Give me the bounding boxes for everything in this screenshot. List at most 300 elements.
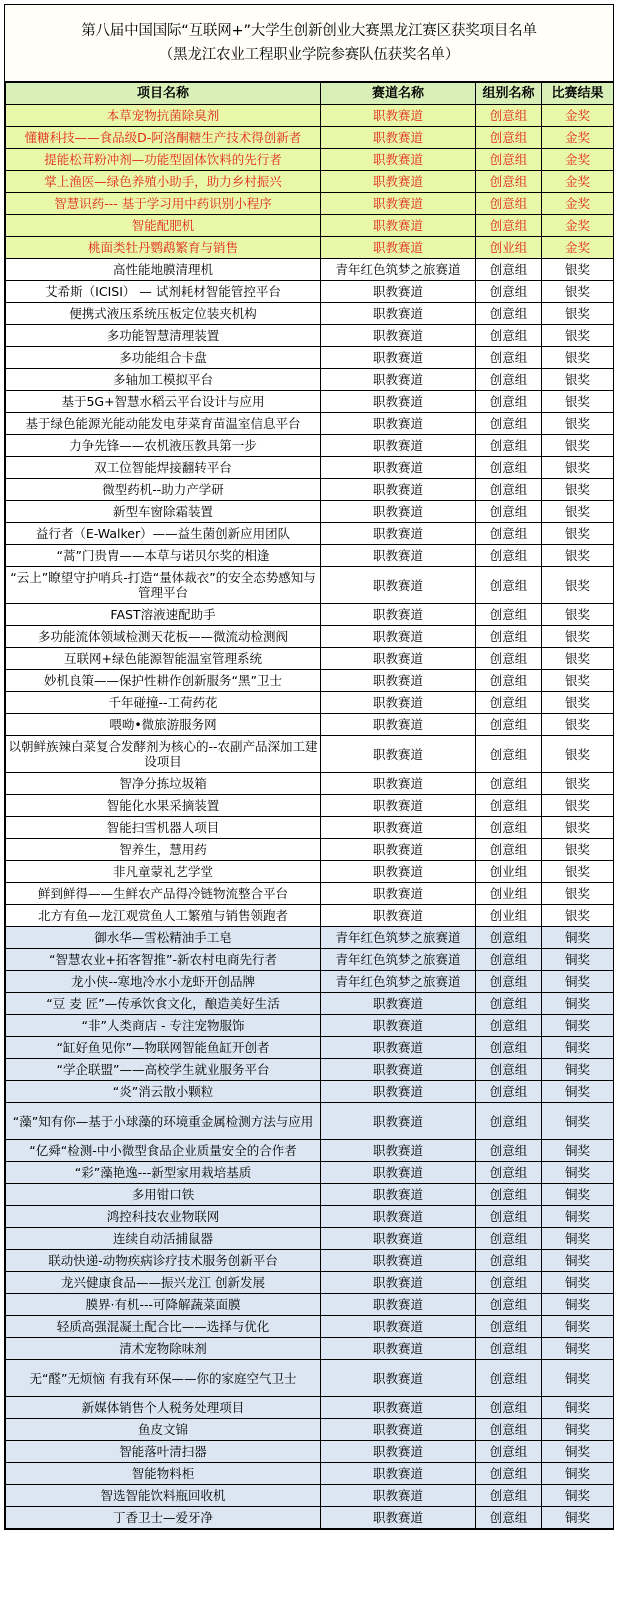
- group-cell: 创意组: [476, 1294, 542, 1316]
- col-header-result: 比赛结果: [542, 83, 614, 105]
- project-name-cell: 鱼皮文锦: [6, 1419, 321, 1441]
- project-name-cell: 智能配肥机: [6, 215, 321, 237]
- group-cell: 创意组: [476, 501, 542, 523]
- track-cell: 青年红色筑梦之旅赛道: [321, 949, 476, 971]
- track-cell: 职教赛道: [321, 457, 476, 479]
- project-name-cell: “彩”藻艳逸---新型家用栽培基质: [6, 1162, 321, 1184]
- project-name-cell: 妙机良策——保护性耕作创新服务“黑”卫士: [6, 670, 321, 692]
- result-cell: 银奖: [542, 817, 614, 839]
- group-cell: 创意组: [476, 927, 542, 949]
- table-row: [6, 861, 614, 883]
- project-name-cell: “亿舜“检测-中小微型食品企业质量安全的合作者: [6, 1140, 321, 1162]
- table-row: [6, 1397, 614, 1419]
- project-name-cell: 懂糖科技——食品级D-阿洛酮糖生产技术得创新者: [6, 127, 321, 149]
- table-row: [6, 391, 614, 413]
- track-cell: 职教赛道: [321, 369, 476, 391]
- table-row: [6, 435, 614, 457]
- result-cell: 银奖: [542, 545, 614, 567]
- project-name-cell: 龙小侠--寒地冷水小龙虾开创品牌: [6, 971, 321, 993]
- project-name-cell: 清术宠物除味剂: [6, 1338, 321, 1360]
- result-cell: 铜奖: [542, 949, 614, 971]
- result-cell: 银奖: [542, 523, 614, 545]
- group-cell: 创意组: [476, 347, 542, 369]
- track-cell: 职教赛道: [321, 1485, 476, 1507]
- project-name-cell: 掌上渔医—绿色养殖小助手，助力乡村振兴: [6, 171, 321, 193]
- table-row: [6, 501, 614, 523]
- track-cell: 职教赛道: [321, 1338, 476, 1360]
- result-cell: 铜奖: [542, 1316, 614, 1338]
- track-cell: 职教赛道: [321, 1441, 476, 1463]
- track-cell: 职教赛道: [321, 626, 476, 648]
- project-name-cell: “学企联盟”——高校学生就业服务平台: [6, 1059, 321, 1081]
- result-cell: 银奖: [542, 457, 614, 479]
- track-cell: 青年红色筑梦之旅赛道: [321, 259, 476, 281]
- group-cell: 创意组: [476, 1272, 542, 1294]
- group-cell: 创意组: [476, 670, 542, 692]
- result-cell: 金奖: [542, 127, 614, 149]
- project-name-cell: 桃面类牡丹鹦鹉繁育与销售: [6, 237, 321, 259]
- track-cell: 职教赛道: [321, 993, 476, 1015]
- group-cell: 创意组: [476, 281, 542, 303]
- group-cell: 创意组: [476, 1397, 542, 1419]
- result-cell: 铜奖: [542, 1419, 614, 1441]
- table-row: [6, 1081, 614, 1103]
- result-cell: 银奖: [542, 567, 614, 604]
- group-cell: 创意组: [476, 391, 542, 413]
- track-cell: 职教赛道: [321, 149, 476, 171]
- group-cell: 创意组: [476, 648, 542, 670]
- table-row: [6, 670, 614, 692]
- track-cell: 职教赛道: [321, 714, 476, 736]
- col-header-group: 组别名称: [476, 83, 542, 105]
- table-row: [6, 215, 614, 237]
- project-name-cell: 多轴加工模拟平台: [6, 369, 321, 391]
- table-row: [6, 1228, 614, 1250]
- group-cell: 创意组: [476, 149, 542, 171]
- track-cell: 职教赛道: [321, 1206, 476, 1228]
- result-cell: 金奖: [542, 149, 614, 171]
- project-name-cell: 多功能流体领域检测天花板——微流动检测阀: [6, 626, 321, 648]
- table-row: [6, 714, 614, 736]
- group-cell: 创意组: [476, 817, 542, 839]
- result-cell: 铜奖: [542, 1338, 614, 1360]
- group-cell: 创意组: [476, 1485, 542, 1507]
- result-cell: 铜奖: [542, 1463, 614, 1485]
- title-line-2: （黑龙江农业工程职业学院参赛队伍获奖名单）: [158, 47, 460, 63]
- project-name-cell: 膜界·有机---可降解蔬菜面膜: [6, 1294, 321, 1316]
- group-cell: 创意组: [476, 259, 542, 281]
- result-cell: 铜奖: [542, 1294, 614, 1316]
- table-row: [6, 1316, 614, 1338]
- result-cell: 银奖: [542, 714, 614, 736]
- track-cell: 职教赛道: [321, 1397, 476, 1419]
- table-row: [6, 369, 614, 391]
- result-cell: 铜奖: [542, 1162, 614, 1184]
- award-list-sheet: [4, 4, 614, 1530]
- project-name-cell: 基于5G+智慧水稻云平台设计与应用: [6, 391, 321, 413]
- track-cell: 职教赛道: [321, 1081, 476, 1103]
- group-cell: 创意组: [476, 567, 542, 604]
- group-cell: 创意组: [476, 1507, 542, 1529]
- group-cell: 创意组: [476, 1162, 542, 1184]
- group-cell: 创意组: [476, 692, 542, 714]
- project-name-cell: 智选智能饮料瓶回收机: [6, 1485, 321, 1507]
- track-cell: 职教赛道: [321, 1463, 476, 1485]
- track-cell: 职教赛道: [321, 861, 476, 883]
- table-row: [6, 883, 614, 905]
- table-row: [6, 626, 614, 648]
- group-cell: 创意组: [476, 1463, 542, 1485]
- result-cell: 银奖: [542, 259, 614, 281]
- track-cell: 职教赛道: [321, 604, 476, 626]
- table-row: [6, 795, 614, 817]
- result-cell: 银奖: [542, 369, 614, 391]
- project-name-cell: “云上”瞭望守护哨兵-打造“量体裁衣”的安全态势感知与管理平台: [6, 567, 321, 604]
- group-cell: 创意组: [476, 479, 542, 501]
- project-name-cell: 智能扫雪机器人项目: [6, 817, 321, 839]
- project-name-cell: 微型药机--助力产学研: [6, 479, 321, 501]
- table-row: [6, 1015, 614, 1037]
- table-row: [6, 927, 614, 949]
- award-rows: [6, 105, 614, 1529]
- table-row: [6, 457, 614, 479]
- track-cell: 职教赛道: [321, 413, 476, 435]
- project-name-cell: “缸好鱼见你”—物联网智能鱼缸开创者: [6, 1037, 321, 1059]
- result-cell: 金奖: [542, 237, 614, 259]
- table-row: [6, 993, 614, 1015]
- group-cell: 创意组: [476, 1338, 542, 1360]
- table-row: [6, 817, 614, 839]
- table-row: [6, 259, 614, 281]
- table-row: [6, 905, 614, 927]
- award-table: [5, 82, 614, 1529]
- track-cell: 职教赛道: [321, 736, 476, 773]
- result-cell: 铜奖: [542, 1206, 614, 1228]
- group-cell: 创意组: [476, 545, 542, 567]
- result-cell: 银奖: [542, 795, 614, 817]
- project-name-cell: “蒿”门贵胄——本草与诺贝尔奖的相逢: [6, 545, 321, 567]
- table-row: [6, 193, 614, 215]
- track-cell: 职教赛道: [321, 545, 476, 567]
- project-name-cell: 无“醛”无烦恼 有我有环保——你的家庭空气卫士: [6, 1360, 321, 1397]
- result-cell: 铜奖: [542, 1059, 614, 1081]
- result-cell: 铜奖: [542, 1272, 614, 1294]
- result-cell: 银奖: [542, 281, 614, 303]
- track-cell: 职教赛道: [321, 479, 476, 501]
- track-cell: 职教赛道: [321, 817, 476, 839]
- table-row: [6, 1250, 614, 1272]
- col-header-project: 项目名称: [6, 83, 321, 105]
- table-row: [6, 347, 614, 369]
- group-cell: 创业组: [476, 237, 542, 259]
- group-cell: 创意组: [476, 1015, 542, 1037]
- group-cell: 创意组: [476, 193, 542, 215]
- project-name-cell: “智慧农业+拓客智推”-新农村电商先行者: [6, 949, 321, 971]
- track-cell: 青年红色筑梦之旅赛道: [321, 927, 476, 949]
- group-cell: 创意组: [476, 1081, 542, 1103]
- group-cell: 创意组: [476, 1316, 542, 1338]
- group-cell: 创业组: [476, 861, 542, 883]
- result-cell: 铜奖: [542, 1250, 614, 1272]
- table-row: [6, 325, 614, 347]
- result-cell: 银奖: [542, 479, 614, 501]
- group-cell: 创意组: [476, 1250, 542, 1272]
- result-cell: 铜奖: [542, 1397, 614, 1419]
- track-cell: 职教赛道: [321, 193, 476, 215]
- table-row: [6, 1184, 614, 1206]
- table-row: [6, 736, 614, 773]
- header-row: [6, 83, 614, 105]
- result-cell: 银奖: [542, 905, 614, 927]
- result-cell: 银奖: [542, 435, 614, 457]
- project-name-cell: 艾希斯（ICISI） — 试剂耗材智能管控平台: [6, 281, 321, 303]
- result-cell: 银奖: [542, 773, 614, 795]
- result-cell: 铜奖: [542, 1103, 614, 1140]
- table-row: [6, 1206, 614, 1228]
- group-cell: 创意组: [476, 171, 542, 193]
- result-cell: 银奖: [542, 391, 614, 413]
- project-name-cell: 鸿控科技农业物联网: [6, 1206, 321, 1228]
- project-name-cell: 龙兴健康食品——振兴龙江 创新发展: [6, 1272, 321, 1294]
- group-cell: 创意组: [476, 127, 542, 149]
- result-cell: 铜奖: [542, 927, 614, 949]
- table-row: [6, 127, 614, 149]
- table-row: [6, 1507, 614, 1529]
- project-name-cell: 基于绿色能源光能动能发电芽菜育苗温室信息平台: [6, 413, 321, 435]
- group-cell: 创意组: [476, 1206, 542, 1228]
- project-name-cell: 智能落叶清扫器: [6, 1441, 321, 1463]
- project-name-cell: 本草宠物抗菌除臭剂: [6, 105, 321, 127]
- group-cell: 创意组: [476, 1140, 542, 1162]
- result-cell: 铜奖: [542, 971, 614, 993]
- project-name-cell: 新媒体销售个人税务处理项目: [6, 1397, 321, 1419]
- group-cell: 创意组: [476, 215, 542, 237]
- group-cell: 创意组: [476, 604, 542, 626]
- track-cell: 职教赛道: [321, 795, 476, 817]
- group-cell: 创意组: [476, 435, 542, 457]
- track-cell: 职教赛道: [321, 1228, 476, 1250]
- result-cell: 金奖: [542, 193, 614, 215]
- group-cell: 创意组: [476, 303, 542, 325]
- table-row: [6, 1338, 614, 1360]
- track-cell: 职教赛道: [321, 567, 476, 604]
- table-row: [6, 567, 614, 604]
- track-cell: 职教赛道: [321, 1507, 476, 1529]
- track-cell: 职教赛道: [321, 347, 476, 369]
- track-cell: 职教赛道: [321, 237, 476, 259]
- project-name-cell: 智慧识药--- 基于学习用中药识别小程序: [6, 193, 321, 215]
- group-cell: 创意组: [476, 993, 542, 1015]
- document-title: [5, 5, 613, 82]
- project-name-cell: 便携式液压系统压板定位装夹机构: [6, 303, 321, 325]
- track-cell: 职教赛道: [321, 105, 476, 127]
- project-name-cell: 智净分拣垃圾箱: [6, 773, 321, 795]
- group-cell: 创意组: [476, 1103, 542, 1140]
- track-cell: 职教赛道: [321, 905, 476, 927]
- track-cell: 青年红色筑梦之旅赛道: [321, 971, 476, 993]
- result-cell: 铜奖: [542, 1015, 614, 1037]
- result-cell: 银奖: [542, 839, 614, 861]
- table-row: [6, 149, 614, 171]
- project-name-cell: 多用钳口铁: [6, 1184, 321, 1206]
- group-cell: 创意组: [476, 949, 542, 971]
- table-row: [6, 839, 614, 861]
- table-row: [6, 648, 614, 670]
- result-cell: 银奖: [542, 413, 614, 435]
- result-cell: 铜奖: [542, 1507, 614, 1529]
- table-row: [6, 971, 614, 993]
- track-cell: 职教赛道: [321, 670, 476, 692]
- track-cell: 职教赛道: [321, 391, 476, 413]
- result-cell: 铜奖: [542, 1184, 614, 1206]
- project-name-cell: “非”人类商店 - 专注宠物服饰: [6, 1015, 321, 1037]
- project-name-cell: 互联网+绿色能源智能温室管理系统: [6, 648, 321, 670]
- project-name-cell: 多功能组合卡盘: [6, 347, 321, 369]
- table-row: [6, 479, 614, 501]
- project-name-cell: 双工位智能焊接翻转平台: [6, 457, 321, 479]
- group-cell: 创意组: [476, 736, 542, 773]
- result-cell: 银奖: [542, 501, 614, 523]
- track-cell: 职教赛道: [321, 839, 476, 861]
- result-cell: 金奖: [542, 171, 614, 193]
- table-row: [6, 1162, 614, 1184]
- group-cell: 创意组: [476, 839, 542, 861]
- result-cell: 银奖: [542, 883, 614, 905]
- table-row: [6, 1103, 614, 1140]
- project-name-cell: FAST溶液速配助手: [6, 604, 321, 626]
- group-cell: 创意组: [476, 626, 542, 648]
- group-cell: 创意组: [476, 1419, 542, 1441]
- result-cell: 铜奖: [542, 1037, 614, 1059]
- table-row: [6, 1485, 614, 1507]
- result-cell: 铜奖: [542, 1360, 614, 1397]
- table-row: [6, 1294, 614, 1316]
- project-name-cell: “藻”知有你—基于小球藻的环境重金属检测方法与应用: [6, 1103, 321, 1140]
- project-name-cell: 非凡童蒙礼艺学堂: [6, 861, 321, 883]
- table-row: [6, 105, 614, 127]
- project-name-cell: 喂呦•微旅游服务网: [6, 714, 321, 736]
- project-name-cell: “炎”消云散小颗粒: [6, 1081, 321, 1103]
- group-cell: 创意组: [476, 1360, 542, 1397]
- table-row: [6, 303, 614, 325]
- result-cell: 铜奖: [542, 1081, 614, 1103]
- track-cell: 职教赛道: [321, 1360, 476, 1397]
- project-name-cell: 新型车窗除霜装置: [6, 501, 321, 523]
- track-cell: 职教赛道: [321, 773, 476, 795]
- track-cell: 职教赛道: [321, 648, 476, 670]
- result-cell: 银奖: [542, 325, 614, 347]
- track-cell: 职教赛道: [321, 303, 476, 325]
- result-cell: 金奖: [542, 215, 614, 237]
- project-name-cell: 千年碰撞--工荷药花: [6, 692, 321, 714]
- project-name-cell: 连续自动活捕鼠器: [6, 1228, 321, 1250]
- table-row: [6, 1441, 614, 1463]
- result-cell: 银奖: [542, 861, 614, 883]
- result-cell: 银奖: [542, 626, 614, 648]
- project-name-cell: “豆 麦 匠”—传承饮食文化，酿造美好生活: [6, 993, 321, 1015]
- result-cell: 铜奖: [542, 1140, 614, 1162]
- track-cell: 职教赛道: [321, 1140, 476, 1162]
- group-cell: 创意组: [476, 795, 542, 817]
- project-name-cell: 智能化水果采摘装置: [6, 795, 321, 817]
- col-header-track: 赛道名称: [321, 83, 476, 105]
- group-cell: 创业组: [476, 883, 542, 905]
- table-row: [6, 949, 614, 971]
- group-cell: 创意组: [476, 369, 542, 391]
- table-row: [6, 1419, 614, 1441]
- track-cell: 职教赛道: [321, 1272, 476, 1294]
- result-cell: 银奖: [542, 347, 614, 369]
- table-row: [6, 1360, 614, 1397]
- project-name-cell: 多功能智慧清理装置: [6, 325, 321, 347]
- title-line-1: 第八届中国国际“互联网+”大学生创新创业大赛黑龙江赛区获奖项目名单: [81, 23, 537, 39]
- track-cell: 职教赛道: [321, 281, 476, 303]
- track-cell: 职教赛道: [321, 1294, 476, 1316]
- group-cell: 创意组: [476, 1037, 542, 1059]
- table-row: [6, 545, 614, 567]
- track-cell: 职教赛道: [321, 1250, 476, 1272]
- table-row: [6, 281, 614, 303]
- group-cell: 创意组: [476, 1184, 542, 1206]
- group-cell: 创意组: [476, 1441, 542, 1463]
- result-cell: 银奖: [542, 670, 614, 692]
- table-row: [6, 1059, 614, 1081]
- project-name-cell: 轻质高强混凝土配合比——选择与优化: [6, 1316, 321, 1338]
- group-cell: 创意组: [476, 413, 542, 435]
- track-cell: 职教赛道: [321, 127, 476, 149]
- table-row: [6, 523, 614, 545]
- group-cell: 创意组: [476, 1228, 542, 1250]
- table-row: [6, 692, 614, 714]
- track-cell: 职教赛道: [321, 1162, 476, 1184]
- table-row: [6, 1140, 614, 1162]
- group-cell: 创业组: [476, 905, 542, 927]
- track-cell: 职教赛道: [321, 1419, 476, 1441]
- result-cell: 银奖: [542, 648, 614, 670]
- result-cell: 银奖: [542, 604, 614, 626]
- result-cell: 银奖: [542, 692, 614, 714]
- project-name-cell: 高性能地膜清理机: [6, 259, 321, 281]
- track-cell: 职教赛道: [321, 1015, 476, 1037]
- project-name-cell: 联动快递-动物疾病诊疗技术服务创新平台: [6, 1250, 321, 1272]
- table-row: [6, 1272, 614, 1294]
- project-name-cell: 智能物料柜: [6, 1463, 321, 1485]
- group-cell: 创意组: [476, 325, 542, 347]
- table-row: [6, 773, 614, 795]
- track-cell: 职教赛道: [321, 215, 476, 237]
- project-name-cell: 力争先锋——农机液压教具第一步: [6, 435, 321, 457]
- project-name-cell: 丁香卫士—爱牙净: [6, 1507, 321, 1529]
- group-cell: 创意组: [476, 714, 542, 736]
- table-row: [6, 1037, 614, 1059]
- project-name-cell: 北方有鱼—龙江观赏鱼人工繁殖与销售领跑者: [6, 905, 321, 927]
- result-cell: 铜奖: [542, 1441, 614, 1463]
- track-cell: 职教赛道: [321, 1184, 476, 1206]
- project-name-cell: 鲜到鲜得——生鲜农产品得冷链物流整合平台: [6, 883, 321, 905]
- project-name-cell: 智养生，慧用药: [6, 839, 321, 861]
- group-cell: 创意组: [476, 457, 542, 479]
- result-cell: 金奖: [542, 105, 614, 127]
- track-cell: 职教赛道: [321, 1059, 476, 1081]
- table-row: [6, 413, 614, 435]
- track-cell: 职教赛道: [321, 435, 476, 457]
- track-cell: 职教赛道: [321, 523, 476, 545]
- result-cell: 铜奖: [542, 993, 614, 1015]
- track-cell: 职教赛道: [321, 1103, 476, 1140]
- track-cell: 职教赛道: [321, 325, 476, 347]
- track-cell: 职教赛道: [321, 501, 476, 523]
- table-row: [6, 1463, 614, 1485]
